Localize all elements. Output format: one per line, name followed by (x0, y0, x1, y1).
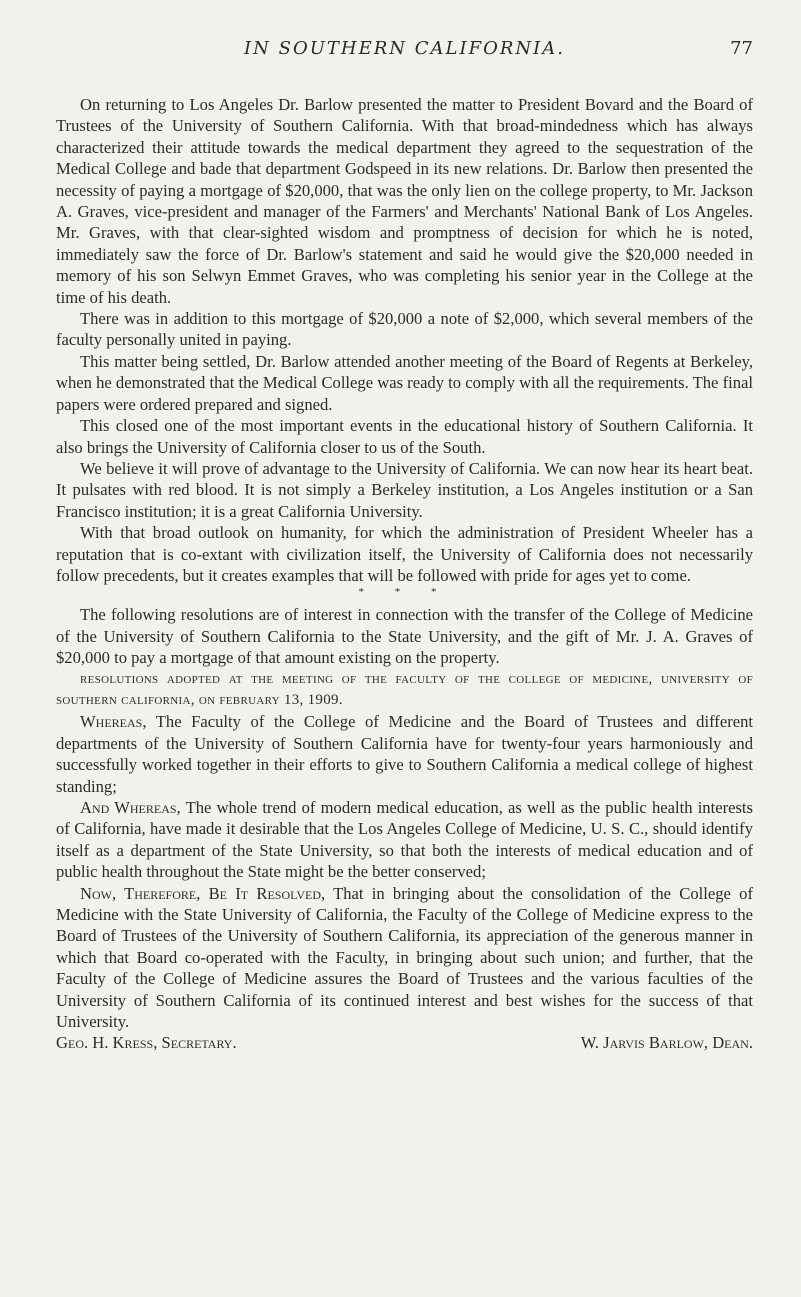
paragraph: This matter being settled, Dr. Barlow attended another meeting of the Board of Regents at Berkeley, when he demonstrated that the Medical College was ready to comply with all the requirements. The final papers were ordered prepared and signed. (56, 351, 753, 414)
paragraph: This closed one of the most important events in the educational history of Southern California. It also brings the University of California closer to us of the South. (56, 416, 753, 457)
page-number: 77 (730, 38, 753, 59)
whereas-text: , The Faculty of the College of Medicine and the Board of Trustees and different departments of the University of Southern California have for twenty-four years harmoniously and successfully worked together in their efforts to give to Southern California a medical college of highest standing; (56, 712, 753, 796)
body-text (56, 94, 753, 1032)
resolved-lead: Now, Therefore, Be It Resolved (80, 883, 321, 903)
paragraph: On returning to Los Angeles Dr. Barlow presented the matter to President Bovard and the Board of Trustees of the University of Southern California. With that broad-mindedness which has always characterized their attitude towards the medical department they agreed to the sequestration of the Medical College and bade that department Godspeed in its new relations. Dr. Barlow then presented the necessity of paying a mortgage of $20,000, that was the only lien on the college property, to Mr. Jackson A. Graves, vice-president and manager of the Farmers' and Merchants' National Bank of Los Angeles. Mr. Graves, with that clear-sighted wisdom and promptness of decision for which he is noted, immediately saw the force of Dr. Barlow's statement and said he would give the $20,000 needed in memory of his son Selwyn Emmet Graves, who was completing his senior year in the College at the time of his death. (56, 95, 753, 307)
whereas-lead: Whereas (80, 712, 143, 732)
secretary-signature: Geo. H. Kress, Secretary. (56, 1033, 237, 1053)
paragraph: There was in addition to this mortgage of $20,000 a note of $2,000, which several members of the faculty personally united in paying. (56, 309, 753, 350)
resolutions-heading: resolutions adopted at the meeting of the faculty of the college of medicine, university of southern california, on february 13, 1909. (56, 670, 753, 708)
whereas-text: , The whole trend of modern medical education, as well as the public health interests of California, have made it desirable that the Los Angeles College of Medicine, U. S. C., should identify itself as a department of the State University, so that both the interests of medical education and of public health throughout the State might be the better conserved; (56, 798, 753, 882)
paragraph: We believe it will prove of advantage to the University of California. We can now hear its heart beat. It pulsates with red blood. It is not simply a Berkeley institution, a Los Angeles institution or a San Francisco institution; it is a great California University. (56, 458, 753, 521)
resolutions-intro: The following resolutions are of interest in connection with the transfer of the College of Medicine of the University of Southern California to the State University, and the gift of Mr. J. A. Graves of $20,000 to pay a mortgage of that amount existing on the property. (56, 605, 753, 668)
running-head (56, 38, 753, 68)
paragraph: With that broad outlook on humanity, for which the administration of President Wheeler has a reputation that is co-extant with civilization itself, the University of California does not necessarily follow precedents, but it creates examples that will be followed with pride for ages yet to come. (56, 523, 753, 585)
section-ornament: * * * (358, 586, 451, 599)
whereas-clause-2 (56, 797, 753, 883)
resolved-clause (56, 883, 753, 1033)
whereas-clause-1 (56, 711, 753, 797)
resolved-text: , That in bringing about the consolidation of the College of Medicine with the State University of California, the Faculty of the College of Medicine express to the Board of Trustees of the University of Southern California, its appreciation of the generous manner in which that Board co-operated with the Faculty, in bringing about such union; and further, that the Faculty of the College of Medicine assures the Board of Trustees and the various faculties of the University of Southern California of its continued interest and best wishes for the success of that University. (56, 883, 753, 1032)
signatures (56, 1032, 753, 1054)
dean-signature: W. Jarvis Barlow, Dean. (580, 1033, 753, 1053)
whereas-lead: And Whereas (80, 798, 177, 817)
running-title: IN SOUTHERN CALIFORNIA. (244, 38, 565, 59)
